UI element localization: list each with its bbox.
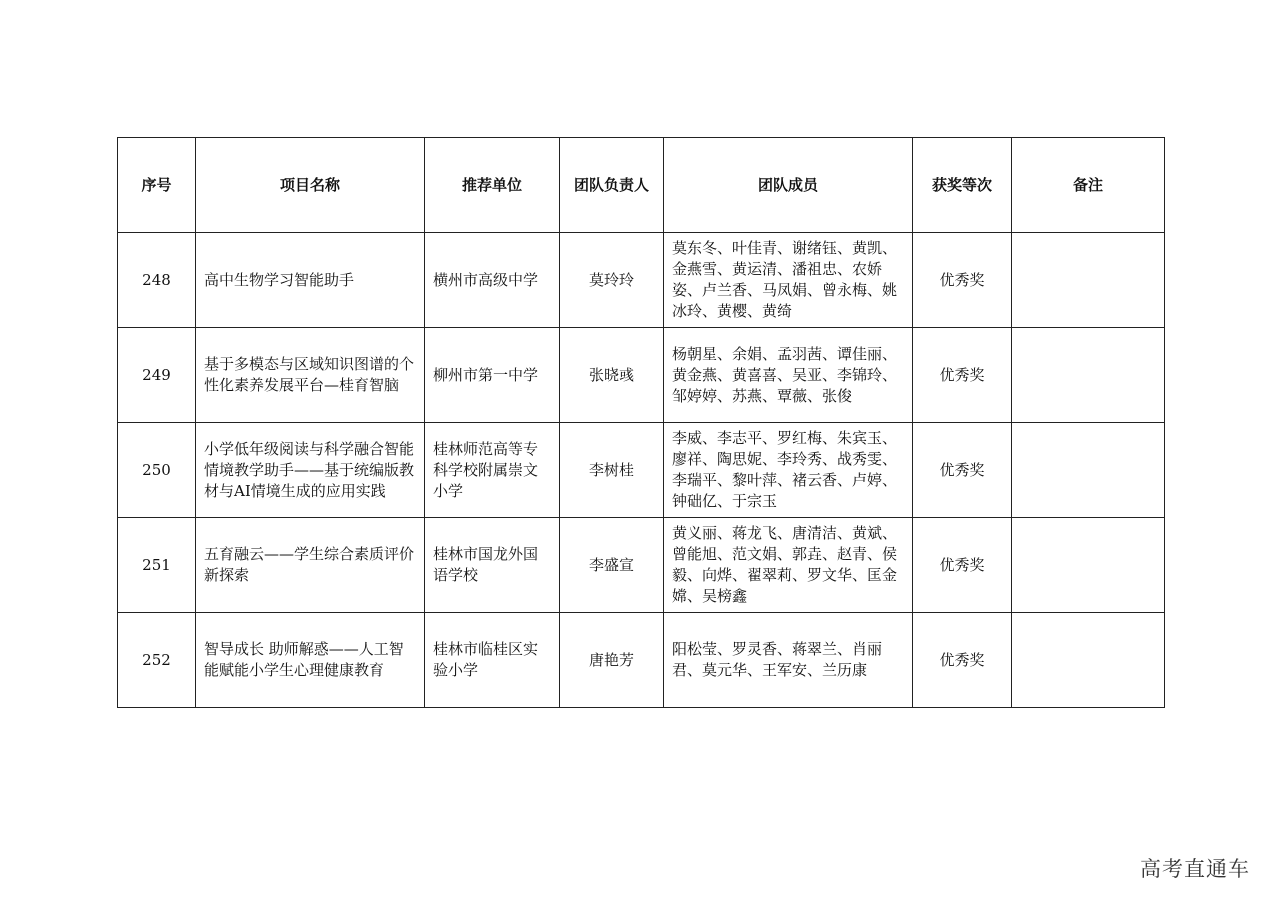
cell-team-members: 杨朝星、余娟、孟羽茜、谭佳丽、黄金燕、黄喜喜、吴亚、李锦玲、邹婷婷、苏燕、覃薇、张俊: [664, 328, 913, 423]
cell-team-members: 莫东冬、叶佳青、谢绪钰、黄凯、金燕雪、黄运清、潘祖忠、农娇姿、卢兰香、马凤娟、曾永梅、姚冰玲、黄樱、黄绮: [664, 233, 913, 328]
header-row: [118, 138, 1165, 233]
table-row: [118, 423, 1165, 518]
header-team-members: 团队成员: [664, 138, 913, 233]
cell-award-level: 优秀奖: [913, 233, 1012, 328]
cell-recommending-unit: 桂林市国龙外国语学校: [425, 518, 560, 613]
cell-seq: 252: [118, 613, 196, 708]
cell-award-level: 优秀奖: [913, 518, 1012, 613]
cell-seq: 249: [118, 328, 196, 423]
award-table: [117, 137, 1165, 708]
cell-award-level: 优秀奖: [913, 613, 1012, 708]
table-row: [118, 233, 1165, 328]
cell-team-leader: 唐艳芳: [560, 613, 664, 708]
cell-seq: 251: [118, 518, 196, 613]
cell-team-leader: 李树桂: [560, 423, 664, 518]
cell-team-leader: 张晓彧: [560, 328, 664, 423]
cell-team-members: 黄义丽、蒋龙飞、唐清洁、黄斌、曾能旭、范文娟、郭垚、赵青、侯毅、向烨、翟翠莉、罗文华、匡金嫦、吴榜鑫: [664, 518, 913, 613]
cell-recommending-unit: 横州市高级中学: [425, 233, 560, 328]
cell-recommending-unit: 柳州市第一中学: [425, 328, 560, 423]
cell-seq: 250: [118, 423, 196, 518]
table-row: [118, 328, 1165, 423]
cell-remark: [1012, 518, 1165, 613]
watermark: 高考直通车: [1140, 857, 1250, 881]
cell-seq: 248: [118, 233, 196, 328]
cell-team-leader: 莫玲玲: [560, 233, 664, 328]
cell-team-members: 李威、李志平、罗红梅、朱宾玉、廖祥、陶思妮、李玲秀、战秀雯、李瑞平、黎叶萍、褚云香、卢婷、钟础亿、于宗玉: [664, 423, 913, 518]
cell-remark: [1012, 328, 1165, 423]
header-seq: 序号: [118, 138, 196, 233]
cell-recommending-unit: 桂林师范高等专科学校附属崇文小学: [425, 423, 560, 518]
cell-award-level: 优秀奖: [913, 328, 1012, 423]
header-team-leader: 团队负责人: [560, 138, 664, 233]
cell-recommending-unit: 桂林市临桂区实验小学: [425, 613, 560, 708]
cell-remark: [1012, 423, 1165, 518]
table-row: [118, 613, 1165, 708]
cell-award-level: 优秀奖: [913, 423, 1012, 518]
cell-project-name: 智导成长 助师解惑——人工智能赋能小学生心理健康教育: [196, 613, 425, 708]
cell-team-members: 阳松莹、罗灵香、蒋翠兰、肖丽君、莫元华、王军安、兰历康: [664, 613, 913, 708]
table-row: [118, 518, 1165, 613]
header-award-level: 获奖等次: [913, 138, 1012, 233]
cell-remark: [1012, 233, 1165, 328]
header-recommending-unit: 推荐单位: [425, 138, 560, 233]
cell-project-name: 高中生物学习智能助手: [196, 233, 425, 328]
header-remark: 备注: [1012, 138, 1165, 233]
header-project-name: 项目名称: [196, 138, 425, 233]
cell-remark: [1012, 613, 1165, 708]
cell-project-name: 五育融云——学生综合素质评价新探索: [196, 518, 425, 613]
cell-team-leader: 李盛宣: [560, 518, 664, 613]
cell-project-name: 基于多模态与区域知识图谱的个性化素养发展平台—桂育智脑: [196, 328, 425, 423]
cell-project-name: 小学低年级阅读与科学融合智能情境教学助手——基于统编版教材与AI情境生成的应用实践: [196, 423, 425, 518]
